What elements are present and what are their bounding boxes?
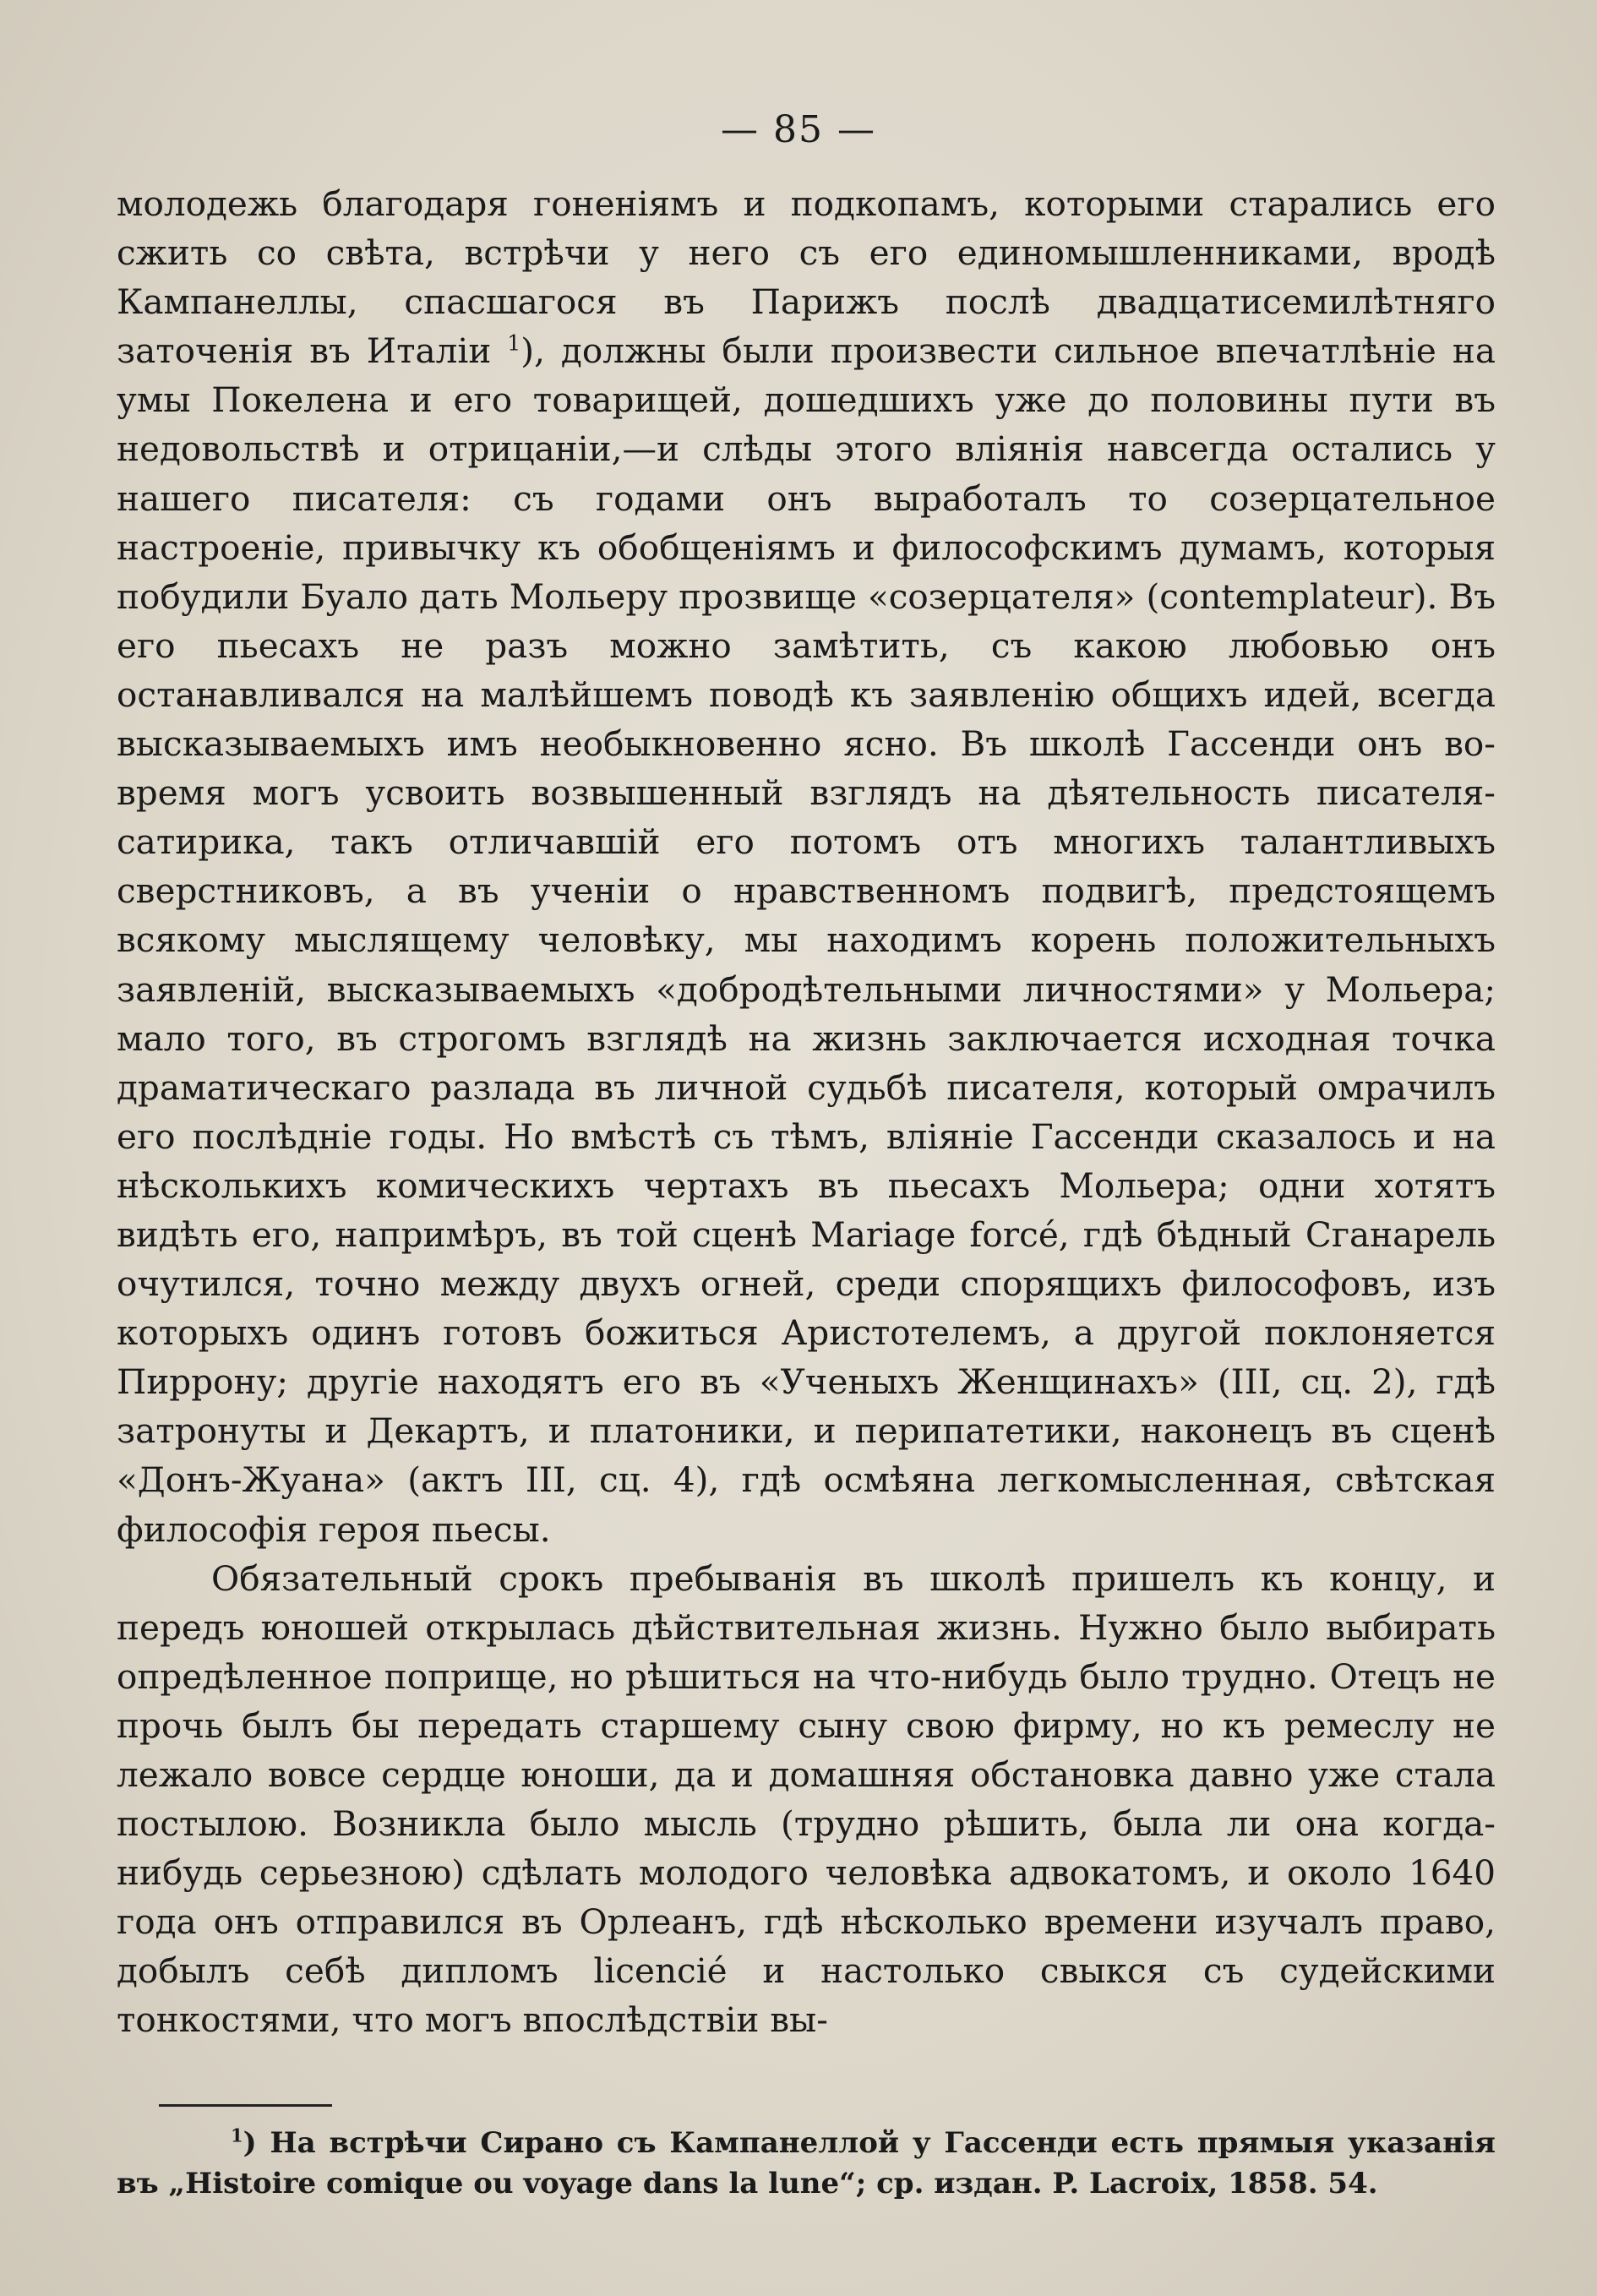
paragraph-1-text-b: ), должны были произвести сильное впечатлѣніе на умы Покелена и его товарищей, дошедшихъ уже до половины пути въ недовольствѣ и отрицаніи,—и слѣды этого вліянія навсегда остались у нашего писателя: съ годами онъ выработалъ то созерцательное настроеніе, привычку къ обобщеніямъ и философскимъ думамъ, которыя побудили Буало дать Мольеру прозвище «созерцателя» (contemplateur). Въ его пьесахъ не разъ можно замѣтить, съ какою любовью онъ останавливался на малѣйшемъ поводѣ къ заявленію общихъ идей, всегда высказываемыхъ имъ необыкновенно ясно. Въ школѣ Гассенди онъ во-время могъ усвоить возвышенный взглядъ на дѣятельность писателя-сатирика, такъ отличавшій его потомъ отъ многихъ талантливыхъ сверстниковъ, а въ ученіи о нравственномъ подвигѣ, предстоящемъ всякому мыслящему человѣку, мы находимъ корень положительныхъ заявленій, высказываемыхъ «добродѣтельными личностями» у Мольера; мало того, въ строгомъ взглядѣ на жизнь заключается исходная точка драматическаго разлада въ личной судьбѣ писателя, который омрачилъ его послѣдніе годы. Но вмѣстѣ съ тѣмъ, вліяніе Гассенди сказалось и на нѣсколькихъ комическихъ чертахъ въ пьесахъ Мольера; одни хотятъ видѣть его, напримѣръ, въ той сценѣ Mariage forcé, гдѣ бѣдный Сганарель очутился, точно между двухъ огней, среди спорящихъ философовъ, изъ которыхъ одинъ готовъ божиться Аристотелемъ, а другой поклоняется Пиррону; другіе находятъ его въ «Ученыхъ Женщинахъ» (III, сц. 2), гдѣ затронуты и Декартъ, и платоники, и перипатетики, наконецъ въ сценѣ «Донъ-Жуана» (актъ III, сц. 4), гдѣ осмѣяна легкомысленная, свѣтская философія героя пьесы. <box>117 330 1496 1550</box>
page-number: — 85 — <box>721 108 876 151</box>
footnote <box>117 2123 1496 2204</box>
footnote-divider <box>159 2104 332 2107</box>
footnote-text: ) На встрѣчи Сирано съ Кампанеллой у Гассенди есть прямыя указанія въ „Histoire comique ou voyage dans la lune“; ср. издан. P. Lacroix, 1858. 54. <box>117 2126 1496 2201</box>
paragraph-2: Обязательный срокъ пребыванія въ школѣ пришелъ къ концу, и передъ юношей открылась дѣйствительная жизнь. Нужно было выбирать опредѣленное поприще, но рѣшиться на что-нибудь было трудно. Отецъ не прочь былъ бы передать старшему сыну свою фирму, но къ ремеслу не лежало вовсе сердце юноши, да и домашняя обстановка давно уже стала постылою. Возникла было мысль (трудно рѣшить, была ли она когда-нибудь серьезною) сдѣлать молодого человѣка адвокатомъ, и около 1640 года онъ отправился въ Орлеанъ, гдѣ нѣсколько времени изучалъ право, добылъ себѣ дипломъ licencié и настолько свыкся съ судейскими тонкостями, что могъ впослѣдствіи вы- <box>117 1557 1496 2041</box>
footnote-mark: 1 <box>231 2124 243 2146</box>
main-text <box>117 179 1496 2045</box>
paragraph-1 <box>117 179 1496 1554</box>
footnote-reference: 1 <box>507 330 521 356</box>
paragraph-1-text-a: молодежь благодаря гоненіямъ и подкопамъ, которыми старались его сжить со свѣта, встрѣчи у него съ его единомышленниками, вродѣ Кампанеллы, спасшагося въ Парижъ послѣ двадцатисемилѣтняго заточенія въ Италіи <box>117 183 1496 372</box>
